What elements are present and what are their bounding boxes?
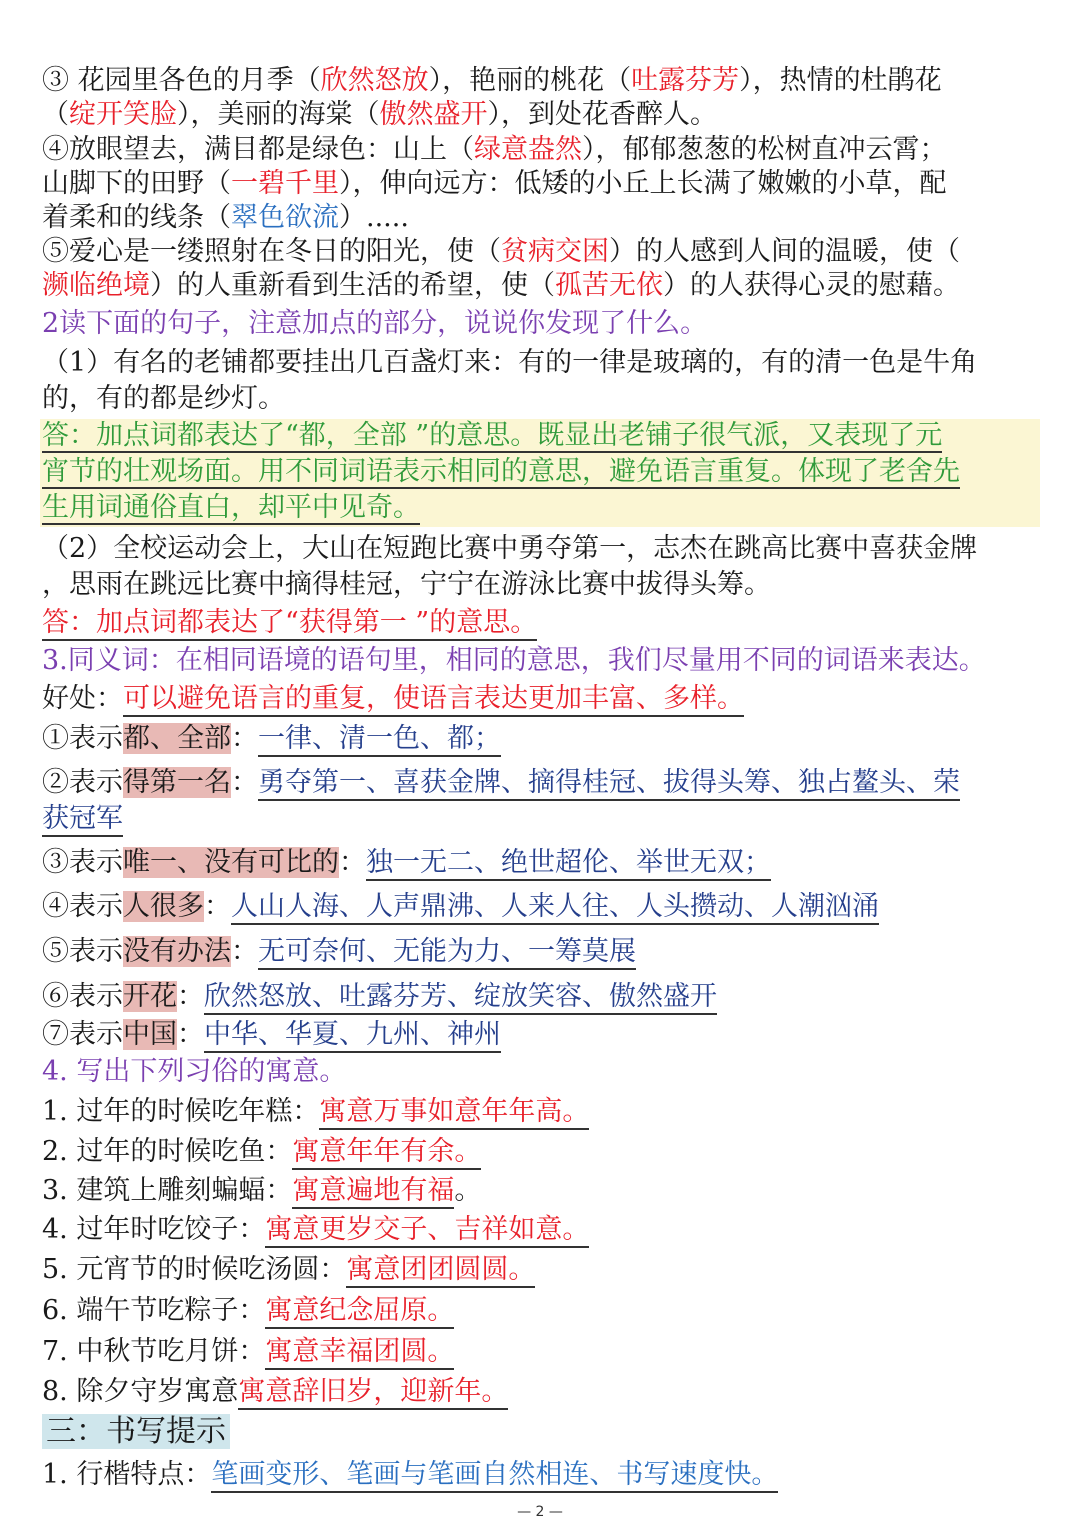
ex2-a1-line-c: 生用词通俗直白，却平中见奇。 (42, 492, 420, 523)
answer-blank: 绽开笑脸 (69, 99, 177, 130)
section-heading: 三：书写提示 (42, 1412, 1040, 1452)
ex1-line-3b: （绽开笑脸），美丽的海棠（傲然盛开），到处花香醉人。 (42, 99, 717, 130)
synonym-item: ⑥表示开花：欣然怒放、吐露芬芳、绽放笑容、傲然盛开 (42, 980, 1040, 1014)
page-number: — 2 — (517, 1504, 563, 1520)
answer-blank: 傲然盛开 (379, 99, 488, 130)
ex2-a2: 答：加点词都表达了“获得第一 ”的意思。 (42, 606, 1040, 640)
synonym-item: ③表示唯一、没有可比的：独一无二、绝世超伦、举世无双； (42, 846, 1040, 880)
custom-item: 2. 过年的时候吃鱼：寓意年年有余。 (42, 1135, 1040, 1169)
answer-blank: 翠色欲流 (231, 202, 339, 233)
answer-blank: 吐露芬芳 (631, 65, 740, 96)
ex1-line-5a: ⑤爱心是一缕照射在冬日的阳光，使（贫病交困）的人感到人间的温暖，使（ (42, 236, 960, 267)
synonym-item: ④表示人很多：人山人海、人声鼎沸、人来人往、人头攒动、人潮汹涌 (42, 890, 1040, 924)
custom-item: 7. 中秋节吃月饼：寓意幸福团圆。 (42, 1335, 1040, 1369)
ex2-q2-line-a: （2）全校运动会上，大山在短跑比赛中勇夺第一，志杰在跳高比赛中喜获金牌 (42, 533, 978, 564)
ex1-line-3a: ③ 花园里各色的月季（欣然怒放），艳丽的桃花（吐露芬芳），热情的杜鹃花 (42, 65, 942, 96)
answer-blank: 一碧千里 (231, 168, 339, 199)
answer-blank: 濒临绝境 (42, 270, 150, 301)
custom-item: 8. 除夕守岁寓意寓意辞旧岁，迎新年。 (42, 1375, 1040, 1409)
custom-item: 1. 过年的时候吃年糕：寓意万事如意年年高。 (42, 1095, 1040, 1129)
ex1-line-4a: ④放眼望去，满目都是绿色：山上（绿意盎然），郁郁葱葱的松树直冲云霄； (42, 134, 947, 165)
answer-blank: 欣然怒放 (320, 65, 429, 96)
synonym-item-continued: 获冠军 (42, 802, 1040, 836)
answer-blank: 贫病交困 (501, 236, 609, 267)
ex3-title: 3.同义词：在相同语境的语句里，相同的意思，我们尽量用不同的词语来表达。 (42, 645, 986, 676)
custom-item: 5. 元宵节的时候吃汤圆：寓意团团圆圆。 (42, 1253, 1040, 1287)
ex1-line-4c: 着柔和的线条（翠色欲流）..... (42, 202, 409, 233)
ex2-title: 2读下面的句子，注意加点的部分，说说你发现了什么。 (42, 308, 708, 339)
synonym-item: ①表示都、全部：一律、清一色、都； (42, 722, 1040, 756)
ex2-q2-line-b: ，思雨在跳远比赛中摘得桂冠，宁宁在游泳比赛中拔得头筹。 (42, 569, 771, 600)
custom-item: 4. 过年时吃饺子：寓意更岁交子、吉祥如意。 (42, 1213, 1040, 1247)
ex3-benefit: 好处：可以避免语言的重复，使语言表达更加丰富、多样。 (42, 682, 1040, 716)
ex2-q1-line-a: （1）有名的老铺都要挂出几百盏灯来：有的一律是玻璃的，有的清一色是牛角 (42, 347, 978, 378)
answer-blank: 孤苦无依 (555, 270, 663, 301)
answer-blank: 绿意盎然 (474, 134, 582, 165)
ex4-title: 4. 写出下列习俗的寓意。 (42, 1056, 347, 1087)
ex1-line-4b: 山脚下的田野（一碧千里），伸向远方：低矮的小丘上长满了嫩嫩的小草，配 (42, 168, 947, 199)
custom-item: 6. 端午节吃粽子：寓意纪念屈原。 (42, 1294, 1040, 1328)
ex1-line-5b: 濒临绝境）的人重新看到生活的希望，使（孤苦无依）的人获得心灵的慰藉。 (42, 270, 960, 301)
ex2-q1-line-b: 的，有的都是纱灯。 (42, 383, 285, 414)
ex2-a1-line-a: 答：加点词都表达了“都，全部 ”的意思。既显出老铺子很气派，又表现了元 (42, 420, 943, 451)
synonym-item: ②表示得第一名：勇夺第一、喜获金牌、摘得桂冠、拔得头筹、独占鳌头、荣 (42, 766, 1040, 800)
synonym-item: ⑤表示没有办法：无可奈何、无能为力、一筹莫展 (42, 935, 1040, 969)
custom-item: 3. 建筑上雕刻蝙蝠：寓意遍地有福。 (42, 1174, 1040, 1208)
synonym-item: ⑦表示中国：中华、华夏、九州、神州 (42, 1018, 1040, 1052)
writing-tip: 1. 行楷特点：笔画变形、笔画与笔画自然相连、书写速度快。 (42, 1458, 1040, 1492)
ex2-a1-line-b: 宵节的壮观场面。用不同词语表示相同的意思，避免语言重复。体现了老舍先 (42, 456, 960, 487)
